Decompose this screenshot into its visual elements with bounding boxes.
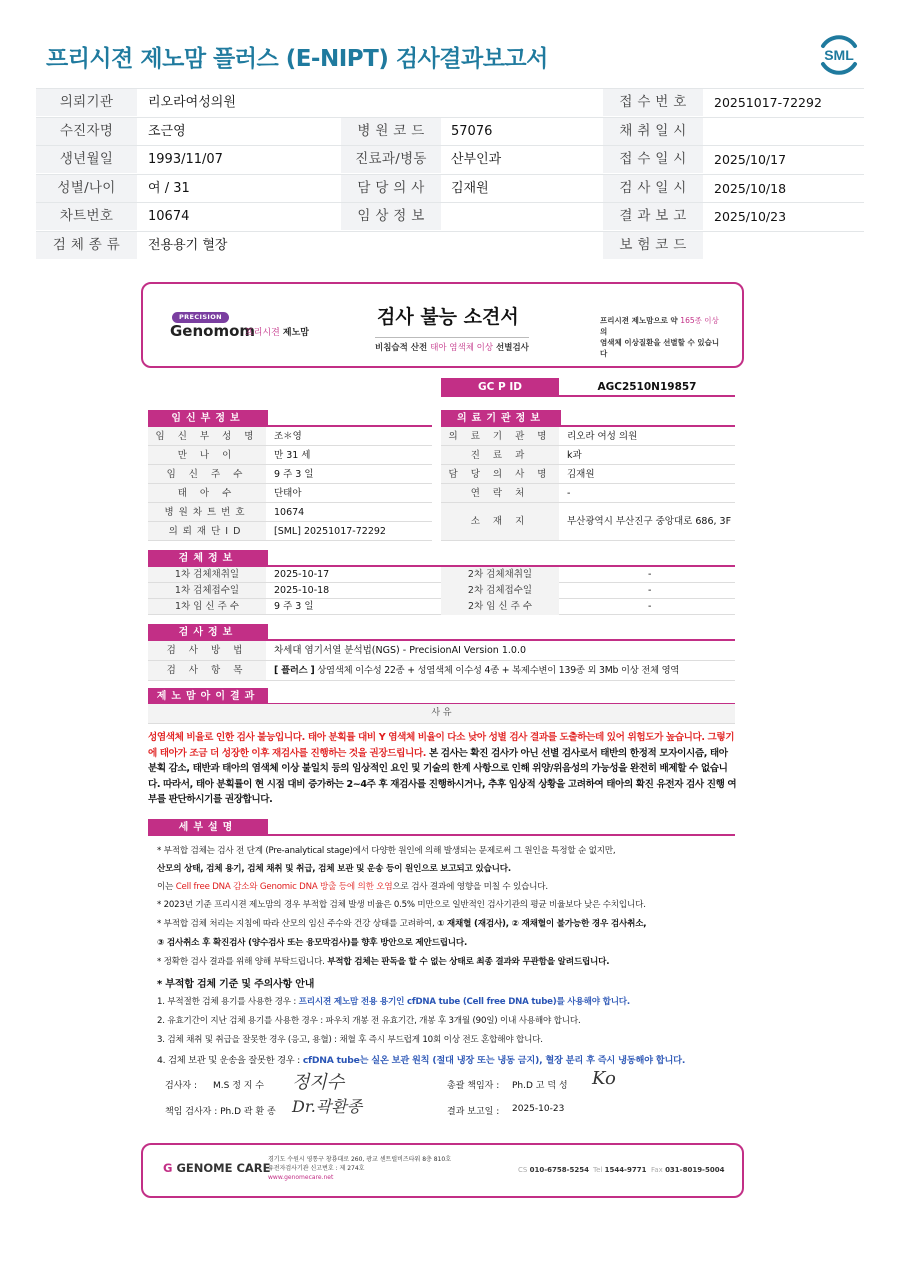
info-label: 보 험 코 드 — [603, 232, 703, 259]
info-value: 전용용기 혈장 — [148, 237, 228, 253]
specimen-field-2-label: 2차 검체채취일 — [441, 567, 559, 583]
info-label: 접 수 일 시 — [603, 146, 703, 173]
row-divider — [148, 723, 735, 724]
hospital-field-value: k과 — [567, 450, 582, 461]
info-value: 리오라여성의원 — [148, 95, 236, 110]
specimen-field-2-value: - — [648, 585, 652, 596]
info-label: 검 체 종 류 — [36, 232, 137, 259]
specimen-info-heading: 검체정보 — [148, 550, 268, 567]
pregnant-field-label: 임 신 주 수 — [148, 465, 266, 484]
specimen-field-2-label: 2차 임 신 주 수 — [441, 599, 559, 615]
info-row — [36, 174, 864, 201]
guide-item-4: 4. 검체 보관 및 운송을 잘못한 경우 : cfDNA tube는 실온 보관 원칙 (절대 냉장 또는 냉동 금지), 혈장 분리 후 즉시 냉동해야 합니다. — [157, 1055, 686, 1066]
info-label: 채 취 일 시 — [603, 118, 703, 145]
info-label: 성별/나이 — [36, 175, 137, 202]
result-reason-text: 성염색체 비율로 인한 검사 불능입니다. 태아 분획률 대비 Y 염색체 비율이 다소 낮아 성별 검사 결과를 도출하는데 있어 위험도가 높습니다. 그렇기에 태아가 조금 더 성장한 이후 재검사를 진행하는 것을 권장드립니다. 본 검사는 확진 검사가 아닌 선별 검사로서 태반의 한정적 모자이시즘, 태아 분획 감소, 태반과 태아의 염색체 이상 불일치 등의 임상적인 요인 및 기술의 한계 사항으로 인해 위양/위음성의 가능성을 완전히 배제할 수 없습니다. 따라서, 태아 분획률이 현 시점 대비 증가하는 2~4주 후 재검사를 진행하시거나, 추후 임상적 상황을 고려하여 태아의 확진 유전자 검사 진행 여부를 판단하시기를 권장합니다. — [148, 732, 737, 805]
pregnant-field-value: 10674 — [274, 507, 305, 518]
info-label: 수진자명 — [36, 118, 137, 145]
hospital-field-label: 의 료 기 관 명 — [441, 427, 559, 446]
specimen-field-label: 1차 검체접수일 — [148, 583, 266, 599]
precision-badge: PRECISION — [172, 312, 229, 323]
genomom-logo: Genomom — [170, 322, 256, 340]
detail-line-1: * 부적합 검체는 검사 전 단계 (Pre-analytical stage)에서 다양한 원인에 의해 발생되는 문제로써 그 원인을 특정할 순 없지만, — [157, 846, 616, 856]
info-value: 산부인과 — [451, 152, 502, 167]
hospital-info-heading: 의료기관정보 — [441, 410, 561, 427]
specimen-field-2-label: 2차 검체접수일 — [441, 583, 559, 599]
specimen-field-label: 1차 검체채취일 — [148, 567, 266, 583]
tester-label: 검사자 : — [165, 1081, 197, 1091]
info-label: 병 원 코 드 — [341, 118, 441, 145]
test-item-value: [ 플러스 ] 상염색체 이수성 22종 + 성염색체 이수성 4종 + 복제수변이 139종 외 3Mb 이상 전체 영역 — [274, 665, 680, 676]
info-value: 2025/10/18 — [714, 180, 787, 196]
detail-line-6: ③ 검사취소 후 확진검사 (양수검사 또는 융모막검사)를 향후 방안으로 제안드립니다. — [157, 938, 468, 948]
sml-logo — [815, 30, 863, 78]
footer-address: 경기도 수원시 영통구 창룡대로 260, 광교 센트럴비즈타워 8층 810호 유전자검사기관 신고번호 : 제 274호 www.genomecare.net — [268, 1156, 451, 1181]
test-method-value: 차세대 염기서열 분석법(NGS) - PrecisionAI Version 1.0.0 — [274, 645, 527, 656]
specimen-field-value: 2025-10-18 — [274, 585, 330, 596]
hospital-field-value: 부산광역시 부산진구 중앙대로 686, 3F — [567, 516, 732, 527]
hospital-field-label: 담 당 의 사 명 — [441, 465, 559, 484]
info-label — [341, 232, 441, 259]
hospital-field-value: - — [567, 488, 571, 499]
specimen-field-value: 2025-10-17 — [274, 569, 330, 580]
card-subtitle: 비침습적 산전 태아 염색체 이상 선별검사 — [375, 337, 529, 353]
report-date-label: 결과 보고일 : — [447, 1107, 500, 1117]
sml-logo-text: SML — [824, 47, 854, 63]
info-label: 결 과 보 고 — [603, 203, 703, 230]
info-label: 임 상 정 보 — [341, 203, 441, 230]
info-value: 조근영 — [148, 123, 186, 139]
info-label: 의뢰기관 — [36, 89, 137, 116]
info-label: 검 사 일 시 — [603, 175, 703, 202]
row-divider — [148, 680, 735, 681]
details-heading: 세부설명 — [148, 819, 268, 836]
guide-item-2: 2. 유효기간이 지난 검체 용기를 사용한 경우 : 파우치 개봉 전 유효기간, 개봉 후 3개월 (90일) 이내 사용해야 합니다. — [157, 1016, 581, 1026]
chief-signature: Ko — [592, 1068, 616, 1089]
guide-item-1: 1. 부적절한 검체 용기를 사용한 경우 : 프리시젼 제노맘 전용 용기인 cfDNA tube (Cell free DNA tube)를 사용해야 합니다. — [157, 997, 630, 1007]
specimen-field-2-value: - — [648, 569, 652, 580]
pregnant-field-label: 병원차트번호 — [148, 503, 266, 522]
footer-tel: Tel 1544-9771 — [593, 1166, 647, 1174]
pregnant-field-label: 의뢰재단ID — [148, 522, 266, 541]
specimen-field-2-value: - — [648, 601, 652, 612]
hospital-field-label: 진 료 과 — [441, 446, 559, 465]
pregnant-field-value: 조＊영 — [274, 431, 302, 442]
info-row — [36, 88, 864, 115]
info-row — [36, 145, 864, 172]
card-title: 검사 불능 소견서 — [377, 306, 519, 328]
info-value: 20251017-72292 — [714, 95, 822, 110]
guide-item-3: 3. 검체 채취 및 취급을 잘못한 경우 (응고, 용혈) : 채혈 후 즉시 부드럽게 10회 이상 전도 혼합해야 합니다. — [157, 1035, 543, 1045]
pregnant-field-label: 만 나 이 — [148, 446, 266, 465]
tester-name: M.S 정 지 수 — [213, 1081, 265, 1091]
hospital-field-value: 리오라 여성 의원 — [567, 431, 638, 442]
hospital-field-label: 소 재 지 — [441, 503, 559, 541]
chief-name: Ph.D 고 덕 성 — [512, 1081, 568, 1091]
test-info-heading: 검사정보 — [148, 624, 268, 641]
info-label: 차트번호 — [36, 203, 137, 230]
guide-heading: * 부적합 검체 기준 및 주의사항 안내 — [157, 979, 315, 990]
responsible-tester: 책임 검사자 : Ph.D 곽 환 종 — [165, 1107, 276, 1117]
info-value: 김재원 — [451, 180, 489, 196]
card-note: 프리시젼 제노맘으로 약 165종 이상의 염색체 이상질환을 선별할 수 있습니다 — [600, 316, 720, 358]
info-row — [36, 117, 864, 144]
footer-cs: CS 010-6758-5254 — [518, 1166, 589, 1174]
detail-line-4: * 2023년 기준 프리시젼 제노맘의 경우 부적합 검체 발생 비율은 0.5% 미만으로 일반적인 검사기관의 평균 비율보다 낮은 수치입니다. — [157, 900, 646, 910]
pregnant-field-value: 9 주 3 일 — [274, 469, 314, 480]
specimen-field-value: 9 주 3 일 — [274, 601, 314, 612]
genomom-logo-sub: 프리시젼 제노맘 — [245, 328, 309, 338]
detail-line-5: * 부적합 검체 처리는 지침에 따라 산모의 임신 주수와 건강 상태를 고려하여, ① 재채혈 (재검사), ② 재채혈이 불가능한 경우 검사취소, — [157, 919, 647, 929]
info-label: 생년월일 — [36, 146, 137, 173]
info-label: 담 당 의 사 — [341, 175, 441, 202]
pregnant-field-label: 임 신 부 성 명 — [148, 427, 266, 446]
detail-line-7: * 정확한 검사 결과를 위해 양해 부탁드립니다. 부적합 검체는 판독을 할 수 없는 상태로 최종 결과와 무관함을 알려드립니다. — [157, 957, 610, 967]
info-value: 2025/10/23 — [714, 209, 787, 224]
info-value: 10674 — [148, 209, 190, 224]
hospital-field-label: 연 락 처 — [441, 484, 559, 503]
info-label: 접 수 번 호 — [603, 89, 703, 116]
info-value: 여 / 31 — [148, 180, 190, 196]
info-row — [36, 231, 864, 258]
page-title: 프리시젼 제노맘 플러스 (E-NIPT) 검사결과보고서 — [46, 46, 548, 72]
specimen-field-label: 1차 임 신 주 수 — [148, 599, 266, 615]
test-method-label: 검 사 방 법 — [148, 641, 266, 660]
pregnant-field-value: 만 31 세 — [274, 450, 311, 461]
row-divider — [148, 540, 432, 541]
report-date: 2025-10-23 — [512, 1104, 565, 1114]
detail-line-2: 산모의 상태, 검체 용기, 검체 채취 및 취급, 검체 보관 및 운송 등이 원인으로 보고되고 있습니다. — [157, 864, 511, 874]
info-value: 2025/10/17 — [714, 152, 787, 167]
hospital-field-value: 김재원 — [567, 469, 595, 480]
tester-signature: 정지수 — [292, 1072, 345, 1093]
info-value: 1993/11/07 — [148, 152, 223, 167]
result-heading: 제노맘아이결과 — [148, 688, 268, 705]
reason-heading: 사 유 — [148, 704, 735, 723]
footer-fax: Fax 031-8019-5004 — [651, 1166, 725, 1174]
gc-pid-value: AGC2510N19857 — [597, 381, 697, 393]
pregnant-field-label: 태 아 수 — [148, 484, 266, 503]
gc-pid-label: GC P ID — [441, 378, 559, 397]
row-divider — [441, 540, 735, 541]
info-label: 진료과/병동 — [341, 146, 441, 173]
test-item-label: 검 사 항 목 — [148, 661, 266, 680]
detail-line-3: 이는 Cell free DNA 감소와 Genomic DNA 방출 등에 의한 오염으로 검사 결과에 영향을 미칠 수 있습니다. — [157, 882, 548, 892]
responsible-signature: Dr.곽환종 — [292, 1097, 363, 1116]
pregnant-field-value: 단태아 — [274, 488, 302, 499]
chief-label: 총괄 책임자 : — [447, 1081, 500, 1091]
genome-care-logo: G GENOME CARE — [163, 1161, 271, 1175]
pregnant-info-heading: 임신부정보 — [148, 410, 268, 427]
info-row — [36, 202, 864, 229]
pregnant-field-value: [SML] 20251017-72292 — [274, 526, 386, 537]
info-value: 57076 — [451, 123, 493, 139]
details-rule — [148, 834, 735, 836]
info-label — [341, 89, 441, 116]
